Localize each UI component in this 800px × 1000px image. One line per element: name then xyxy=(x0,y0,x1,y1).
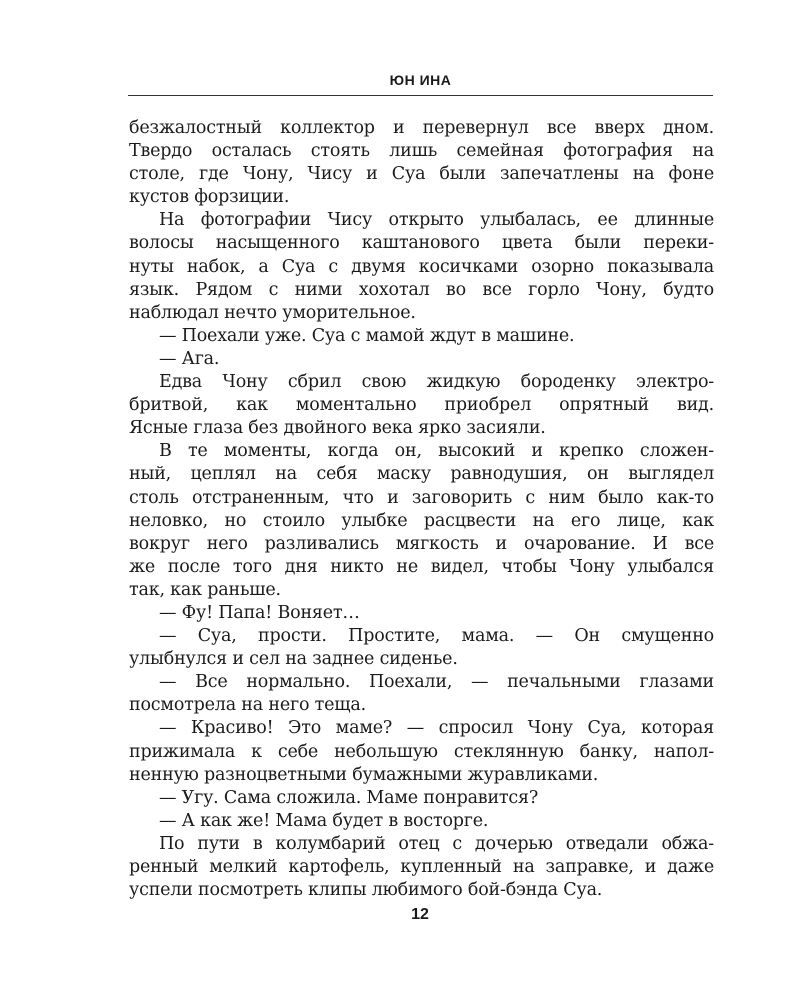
text-line: На фотографии Чису открыто улыбалась, ее длинные xyxy=(159,210,714,231)
text-line: — Все нормально. Поехали, — печальными глазами xyxy=(159,672,714,693)
text-line: безжалостный коллектор и перевернул все вверх дном. xyxy=(129,118,714,138)
text-line: волосы насыщенного каштанового цвета были переки- xyxy=(129,233,714,254)
text-line: ненную разноцветными бумажными журавликами. xyxy=(129,764,599,785)
text-line: неловко, но стоило улыбке расцвести на его лице, как xyxy=(129,510,714,531)
running-header-author: ЮН ИНА xyxy=(389,72,452,88)
text-line: прижимала к себе небольшую стеклянную банку, напол- xyxy=(129,741,714,762)
text-line: ренный мелкий картофель, купленный на заправке, и даже xyxy=(129,857,714,877)
text-line: улыбнулся и сел на заднее сиденье. xyxy=(129,649,458,670)
text-line: столь отстраненным, что и заговорить с ним было как-то xyxy=(129,487,714,508)
text-line: кустов форзиции. xyxy=(129,187,290,208)
header-divider xyxy=(128,95,713,96)
text-line: же после того дня никто не видел, чтобы Чону улыбался xyxy=(129,556,714,577)
text-line: — Красиво! Это маме? — спросил Чону Суа, которая xyxy=(159,718,714,739)
text-line: так, как раньше. xyxy=(129,579,281,600)
text-line: Ясные глаза без двойного века ярко засияли. xyxy=(129,418,546,439)
text-line: — Угу. Сама сложила. Маме понравится? xyxy=(159,787,539,808)
text-line: ный, цеплял на себя маску равнодушия, он выглядел xyxy=(129,464,714,485)
text-line: наблюдал нечто уморительное. xyxy=(129,302,416,323)
text-line: язык. Рядом с ними хохотал во все горло Чону, будто xyxy=(129,279,714,300)
text-line: нуты набок, а Суа с двумя косичками озорно показывала xyxy=(129,256,714,277)
text-line: — Ага. xyxy=(159,348,220,369)
page-number: 12 xyxy=(411,906,429,923)
text-line: — Суа, прости. Простите, мама. — Он смущенно xyxy=(159,626,714,647)
text-line: посмотрела на него теща. xyxy=(129,695,366,716)
text-line: Едва Чону сбрил свою жидкую бороденку электро- xyxy=(159,372,714,393)
text-line: успели посмотреть клипы любимого бой-бэнда Суа. xyxy=(129,880,603,901)
text-line: Твердо осталась стоять лишь семейная фотография на xyxy=(129,141,714,162)
text-line: По пути в колумбарий отец с дочерью отведали обжа- xyxy=(159,833,714,854)
text-line: — Фу! Папа! Воняет… xyxy=(159,602,360,623)
text-line: столе, где Чону, Чису и Суа были запечатлены на фоне xyxy=(129,164,714,185)
text-line: В те моменты, когда он, высокий и крепко сложен- xyxy=(159,441,714,462)
text-line: — Поехали уже. Суа с мамой ждут в машине. xyxy=(159,325,575,346)
text-line: вокруг него разливались мягкость и очарование. И все xyxy=(129,533,714,554)
text-line: — А как же! Мама будет в восторге. xyxy=(159,810,489,831)
body-text xyxy=(129,117,714,902)
text-line: бритвой, как моментально приобрел опрятный вид. xyxy=(129,395,714,416)
